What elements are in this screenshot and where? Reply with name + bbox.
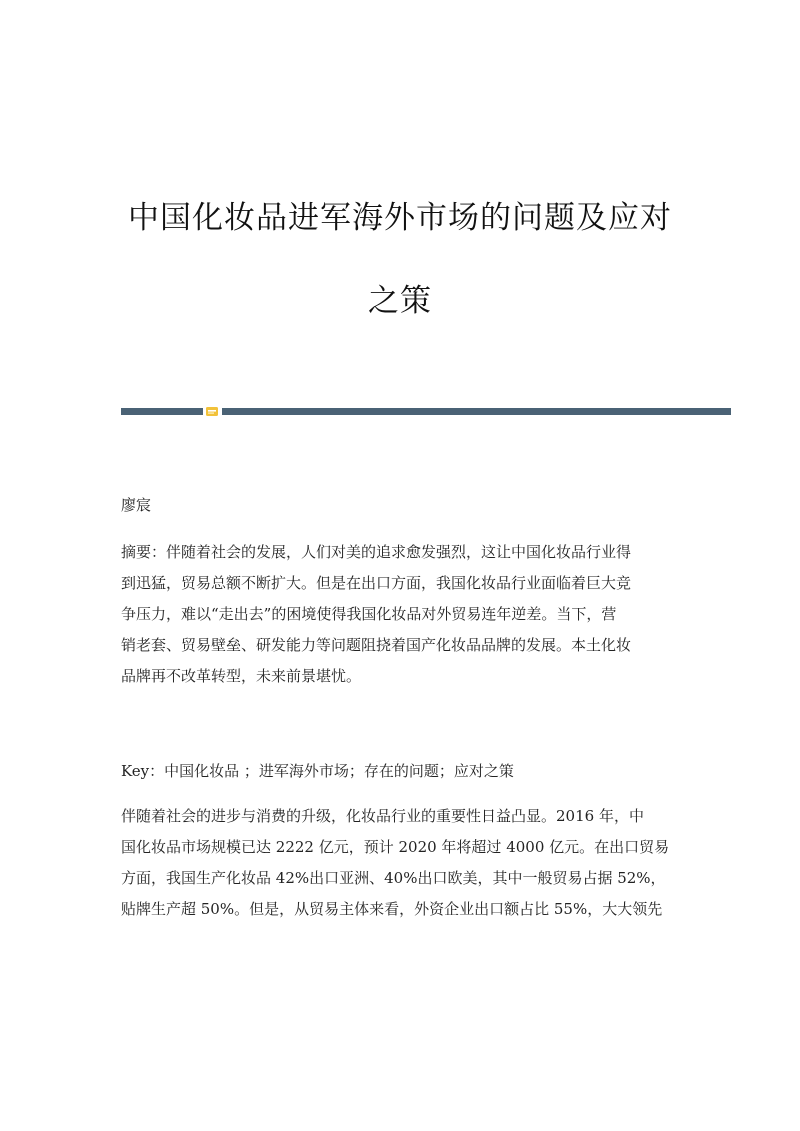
body-line: 伴随着社会的进步与消费的升级，化妆品行业的重要性日益凸显。2016 年，中 [121,807,644,825]
divider-bar-right [222,408,731,415]
title-divider [121,408,731,415]
body-line: 国化妆品市场规模已达 2222 亿元，预计 2020 年将超过 4000 亿元。在出口贸易 [121,838,670,856]
abstract-line: 摘要：伴随着社会的发展，人们对美的追求愈发强烈，这让中国化妆品行业得 [121,543,632,561]
pencil-ornament-icon [205,406,219,417]
abstract-paragraph [121,537,686,692]
keywords-line: Key：中国化妆品 ；进军海外市场；存在的问题；应对之策 [121,762,514,780]
abstract-line: 争压力，难以“走出去”的困境使得我国化妆品对外贸易连年逆差。当下，营 [121,605,617,623]
body-paragraph [121,801,689,925]
abstract-line: 销老套、贸易壁垒、研发能力等问题阻挠着国产化妆品品牌的发展。本土化妆 [121,636,632,654]
document-title-line-2: 之策 [368,283,432,319]
body-line: 方面，我国生产化妆品 42%出口亚洲、40%出口欧美，其中一般贸易占据 52%， [121,869,666,887]
abstract-line: 到迅猛，贸易总额不断扩大。但是在出口方面，我国化妆品行业面临着巨大竞 [121,574,632,592]
document-title-line-1: 中国化妆品进军海外市场的问题及应对 [128,200,672,236]
divider-bar-left [121,408,203,415]
author-name: 廖宸 [121,496,152,514]
body-line: 贴牌生产超 50%。但是，从贸易主体来看，外资企业出口额占比 55%，大大领先 [121,900,663,918]
abstract-line: 品牌再不改革转型，未来前景堪忧。 [121,667,362,685]
